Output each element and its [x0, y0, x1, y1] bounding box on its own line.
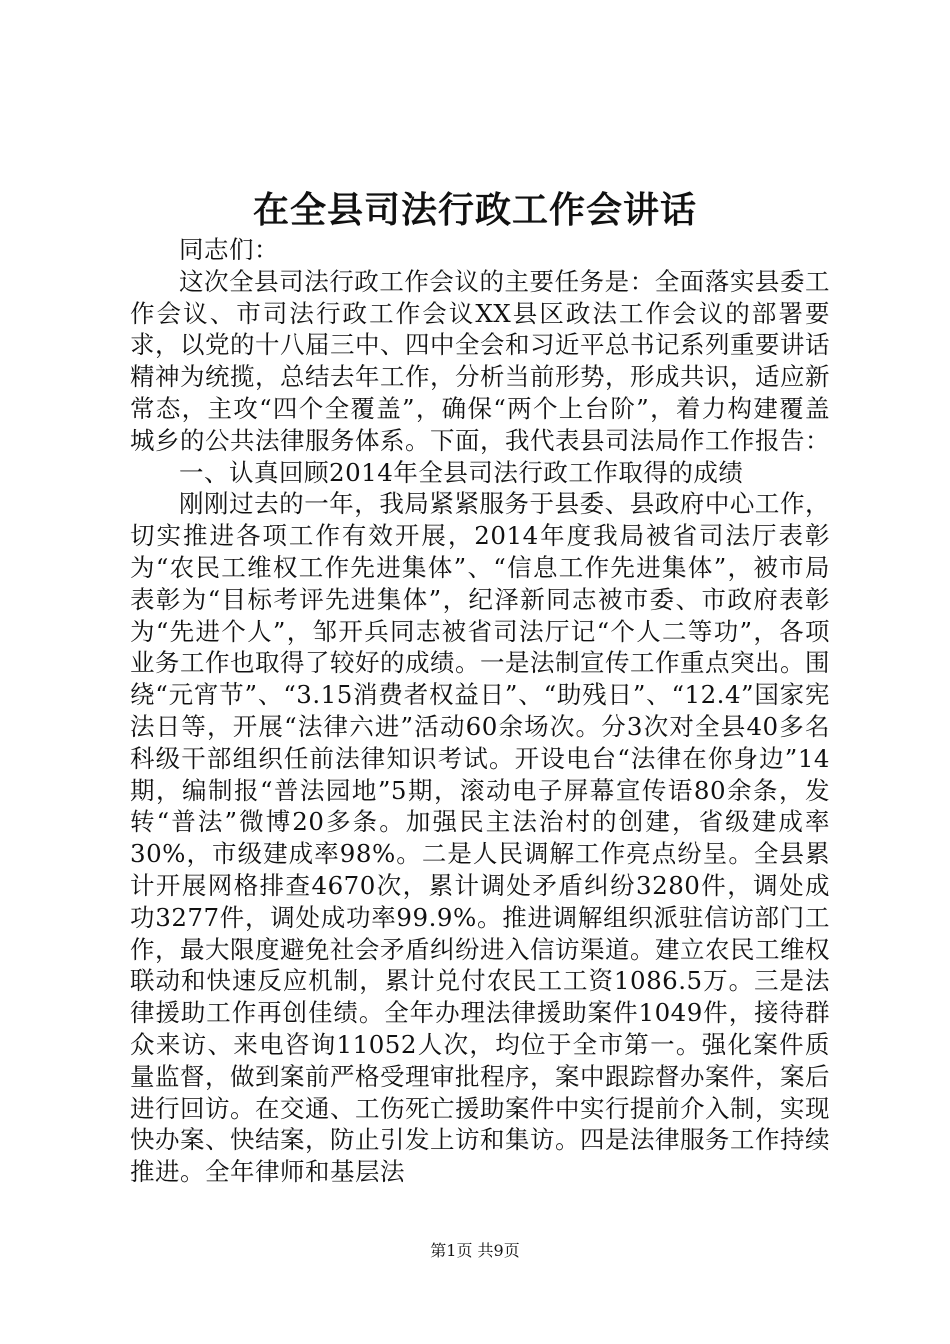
paragraph-achievements: 刚刚过去的一年，我局紧紧服务于县委、县政府中心工作，切实推进各项工作有效开展，2014年度我局被省司法厅表彰为“农民工维权工作先进集体”、“信息工作先进集体”，被市局表彰为“目标考评先进集体”，纪泽新同志被市委、市政府表彰为“先进个人”，邹开兵同志被省司法厅记“个人二等功”，各项业务工作也取得了较好的成绩。一是法制宣传工作重点突出。围绕“元宵节”、“3.15消费者权益日”、“助残日”、“12.4”国家宪法日等，开展“法律六进”活动60余场次。分3次对全县40多名科级干部组织任前法律知识考试。开设电台“法律在你身边”14期，编制报“普法园地”5期，滚动电子屏幕宣传语80余条，发转“普法”微博20多条。加强民主法治村的创建，省级建成率30%，市级建成率98%。二是人民调解工作亮点纷呈。全县累计开展网格排查4670次，累计调处矛盾纠纷3280件，调处成功3277件，调处成功率99.9%。推进调解组织派驻信访部门工作，最大限度避免社会矛盾纠纷进入信访渠道。建立农民工维权联动和快速反应机制，累计兑付农民工工资1086.5万。三是法律援助工作再创佳绩。全年办理法律援助案件1049件，接待群众来访、来电咨询11052人次，均位于全市第一。强化案件质量监督，做到案前严格受理审批程序，案中跟踪督办案件，案后进行回访。在交通、工伤死亡援助案件中实行提前介入制，实现快办案、快结案，防止引发上访和集访。四是法律服务工作持续推进。全年律师和基层法 — [130, 489, 830, 1187]
document-title: 在全县司法行政工作会讲话 — [252, 189, 697, 231]
section-heading: 一、认真回顾2014年全县司法行政工作取得的成绩 — [179, 457, 744, 487]
document-body — [130, 234, 830, 1188]
page-footer: 第1页 共9页 — [430, 1241, 520, 1260]
salutation: 同志们： — [179, 235, 279, 264]
paragraph-intro: 这次全县司法行政工作会议的主要任务是：全面落实县委工作会议、市司法行政工作会议XX县区政法工作会议的部署要求，以党的十八届三中、四中全会和习近平总书记系列重要讲话精神为统揽，总结去年工作，分析当前形势，形成共识，适应新常态，主攻“四个全覆盖”，确保“两个上台阶”，着力构建覆盖城乡的公共法律服务体系。下面，我代表县司法局作工作报告： — [130, 266, 830, 455]
